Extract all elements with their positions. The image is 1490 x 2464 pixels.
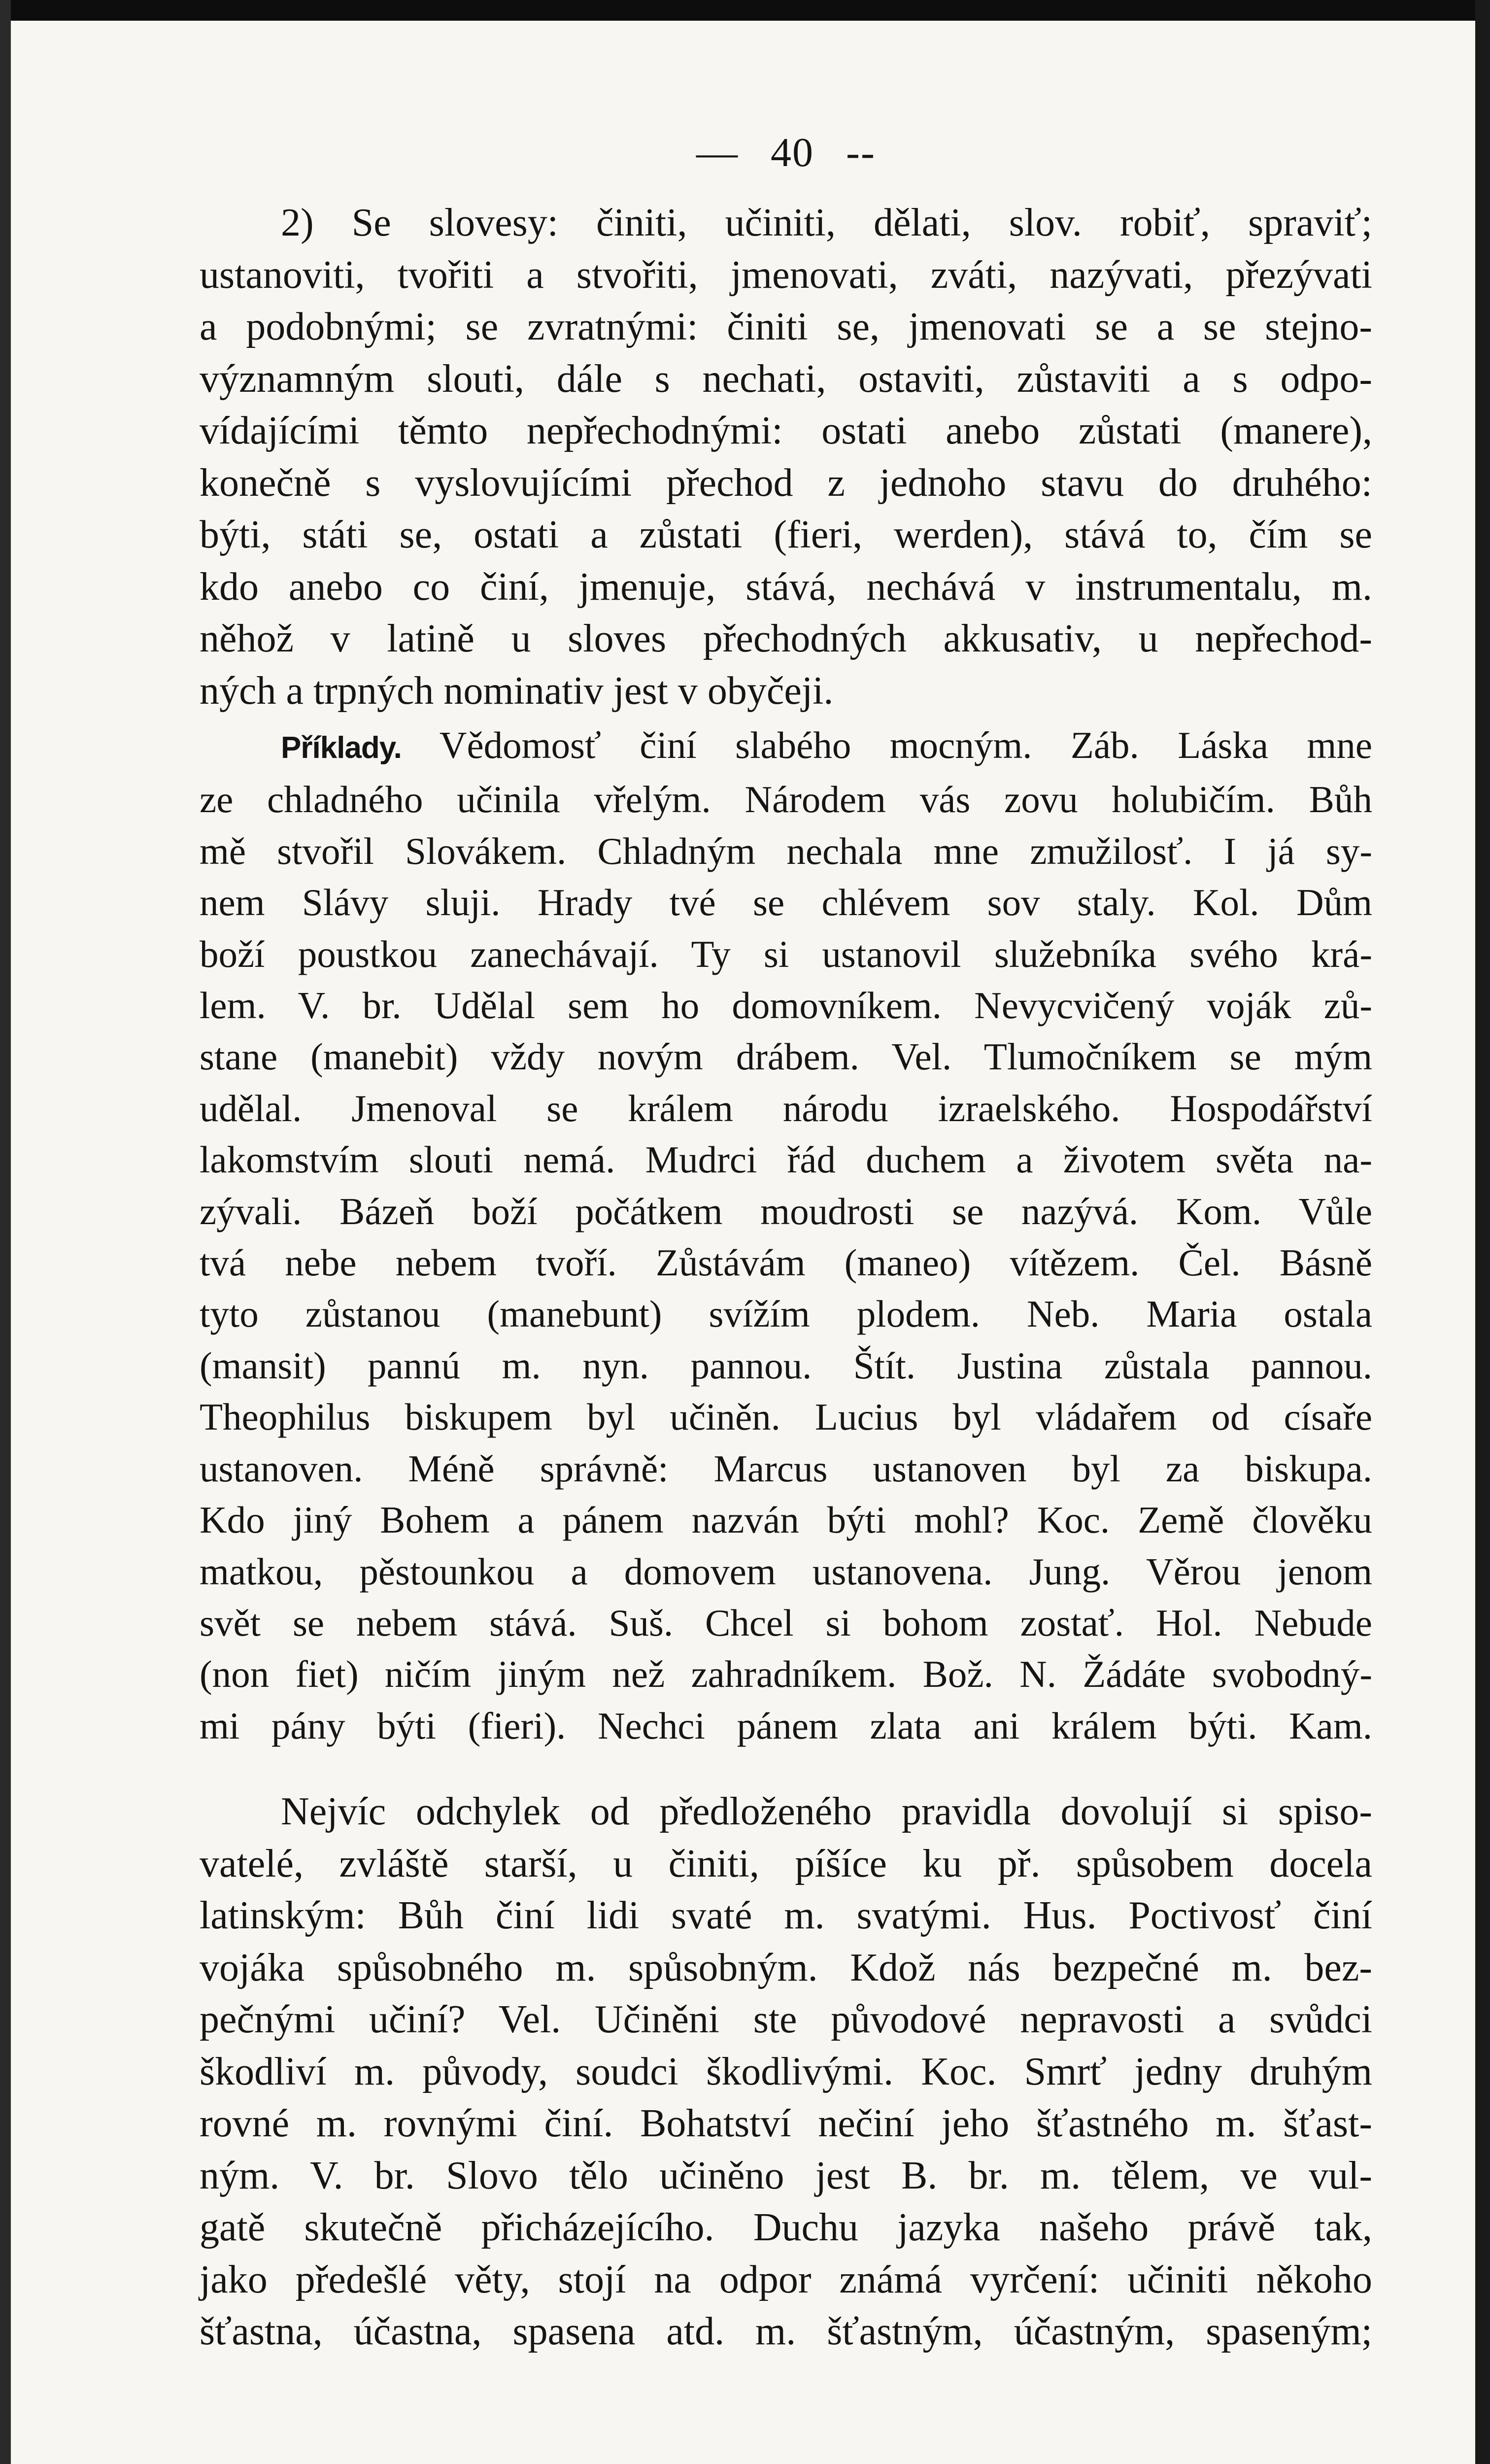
page-number (200, 123, 1372, 182)
scan-top-border (0, 0, 1490, 21)
paragraph-line: gatě skutečně přicházejícího. Duchu jazyka našeho právě tak, (200, 2206, 1372, 2250)
paragraph-line: vídajícími těmto nepřechodnými: ostati anebo zůstati (manere), (200, 409, 1372, 452)
paragraph-line: mě stvořil Slovákem. Chladným nechala mne zmužilosť. I já sy- (200, 829, 1372, 872)
paragraph-line: Theophilus biskupem byl učiněn. Lucius byl vládařem od císaře (200, 1396, 1372, 1438)
paragraph-line: (non fiet) ničím jiným než zahradníkem. Bož. N. Žádáte svobodný- (200, 1653, 1372, 1696)
page-number-suffix: -- (846, 130, 876, 175)
page-number-prefix: — (696, 130, 739, 175)
paragraph-line: udělal. Jmenoval se králem národu izraelského. Hospodářství (200, 1087, 1372, 1129)
paragraph-line: 2) Se slovesy: činiti, učiniti, dělati, slov. robiť, spraviť; (281, 201, 1372, 244)
paragraph-line: kdo anebo co činí, jmenuje, stává, nechává v instrumentalu, m. (200, 565, 1372, 609)
paragraph-line: zývali. Bázeň boží počátkem moudrosti se nazývá. Kom. Vůle (200, 1190, 1372, 1232)
paragraph-line: vatelé, zvláště starší, u činiti, píšíce ku př. spůsobem docela (200, 1842, 1372, 1885)
paragraph-line (200, 719, 1372, 774)
paragraph-line: svět se nebem stává. Suš. Chcel si bohom zostať. Hol. Nebude (200, 1601, 1372, 1644)
paragraph-line: tyto zůstanou (manebunt) svížím plodem. Neb. Maria ostala (200, 1293, 1372, 1335)
paragraph-line: latinským: Bůh činí lidi svaté m. svatými. Hus. Poctivosť činí (200, 1894, 1372, 1938)
paragraph-line: vojáka spůsobného m. spůsobným. Kdož nás bezpečné m. bez- (200, 1946, 1372, 1989)
paragraph-line: ným. V. br. Slovo tělo učiněno jest B. br. m. tělem, ve vul- (200, 2154, 1372, 2197)
examples-label: Příklady. (281, 731, 402, 765)
paragraph-line: ustanoviti, tvořiti a stvořiti, jmenovati, zváti, nazývati, přezývati (200, 253, 1372, 297)
paragraph-line: Nejvíc odchylek od předloženého pravidla dovolují si spiso- (281, 1790, 1372, 1834)
paragraph-examples (200, 719, 1372, 1751)
paragraph-line: stane (manebit) vždy novým drábem. Vel. Tlumočníkem se mým (200, 1035, 1372, 1078)
paragraph-line: rovné m. rovnými činí. Bohatství nečiní jeho šťastného m. šťast- (200, 2102, 1372, 2146)
paragraph-line: Kdo jiný Bohem a pánem nazván býti mohl? Koc. Země člověku (200, 1499, 1372, 1541)
paragraph-line: jako předešlé věty, stojí na odpor známá vyrčení: učiniti někoho (200, 2258, 1372, 2301)
scan-right-border (1475, 0, 1490, 2464)
paragraph-line: ze chladného učinila vřelým. Národem vás zovu holubičím. Bůh (200, 778, 1372, 821)
page-number-value: 40 (771, 130, 814, 175)
paragraph-line: (mansit) pannú m. nyn. pannou. Štít. Justina zůstala pannou. (200, 1344, 1372, 1387)
paragraph-line: mi pány býti (fieri). Nechci pánem zlata ani králem býti. Kam. (200, 1704, 1372, 1747)
paragraph-line: lakomstvím slouti nemá. Mudrci řád duchem a životem světa na- (200, 1138, 1372, 1181)
paragraph-rule-2 (200, 197, 1372, 717)
paragraph-line: matkou, pěstounkou a domovem ustanovena. Jung. Věrou jenom (200, 1550, 1372, 1593)
paragraph-deviations (200, 1786, 1372, 2358)
paragraph-line: tvá nebe nebem tvoří. Zůstávám (maneo) vítězem. Čel. Básně (200, 1241, 1372, 1284)
paragraph-line: lem. V. br. Udělal sem ho domovníkem. Nevycvičený voják zů- (200, 984, 1372, 1027)
paragraph-line: pečnými učiní? Vel. Učiněni ste původové nepravosti a svůdci (200, 1998, 1372, 2042)
paragraph-line: konečně s vyslovujícími přechod z jednoho stavu do druhého: (200, 461, 1372, 505)
paragraph-line: významným slouti, dále s nechati, ostaviti, zůstaviti a s odpo- (200, 357, 1372, 401)
paragraph-line: něhož v latině u sloves přechodných akkusativ, u nepřechod- (200, 617, 1372, 660)
book-page (200, 123, 1372, 2358)
paragraph-line: škodliví m. původy, soudci škodlivými. Koc. Smrť jedny druhým (200, 2050, 1372, 2093)
paragraph-line: šťastna, účastna, spasena atd. m. šťastným, účastným, spaseným; (200, 2310, 1372, 2354)
paragraph-line: ustanoven. Méně správně: Marcus ustanoven byl za biskupa. (200, 1447, 1372, 1490)
paragraph-line-text: Vědomosť činí slabého mocným. Záb. Láska mne (439, 724, 1373, 766)
paragraph-line: ných a trpných nominativ jest v obyčeji. (200, 669, 834, 713)
paragraph-line: boží poustkou zanechávají. Ty si ustanovil služebníka svého krá- (200, 932, 1372, 975)
paragraph-line: a podobnými; se zvratnými: činiti se, jmenovati se a se stejno- (200, 305, 1372, 348)
paragraph-line: býti, státi se, ostati a zůstati (fieri, werden), stává to, čím se (200, 513, 1372, 556)
paragraph-line: nem Slávy sluji. Hrady tvé se chlévem sov staly. Kol. Dům (200, 881, 1372, 924)
scan-left-border (0, 0, 11, 2464)
